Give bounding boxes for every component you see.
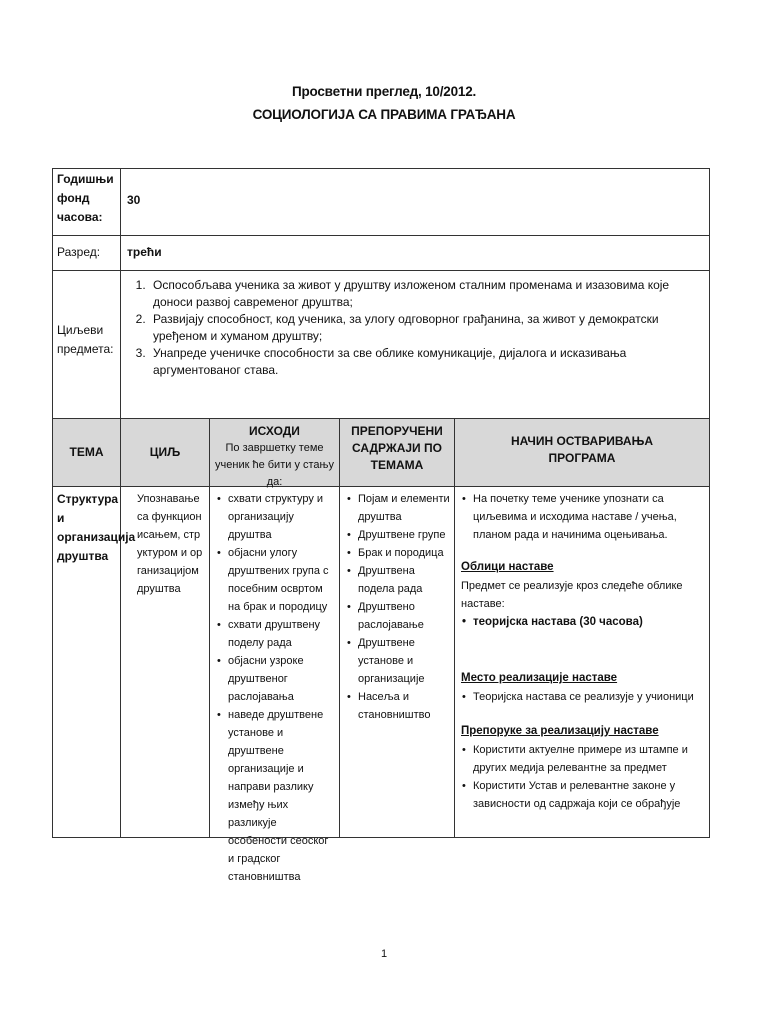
col-header-contents: ПРЕПОРУЧЕНИ САДРЖАЈИ ПО ТЕМАМА (340, 419, 455, 486)
contents-list (346, 490, 450, 724)
fund-label: Годишњи фонд часова: (53, 169, 121, 235)
content-item: • Појам и елементи друштва (358, 490, 450, 526)
content-item: • Друштвена подела рада (358, 562, 450, 598)
recommendations-list (461, 741, 705, 813)
content-item: • Друштвене групе (358, 526, 450, 544)
recommendations-title: Препоруке за реализацију наставе (461, 725, 659, 737)
forms-list (461, 613, 705, 631)
method-cell (455, 487, 709, 837)
goal-item: 3. Унапреде ученичке способности за све облике комуникације, дијалога и исказивања аргументованог става. (149, 345, 705, 379)
page-number: 1 (380, 948, 388, 960)
goals-cell (121, 271, 709, 418)
method-intro: • На почетку теме ученике упознати са циљевима и исходима наставе / учења, планом рада и начинима оцењивања. (473, 490, 705, 544)
column-header-row (53, 419, 709, 487)
outcome-item: • објасни узроке друштвеног раслојавања (228, 652, 335, 706)
outcome-item: • схвати друштвену поделу рада (228, 616, 335, 652)
forms-item: • теоријска настава (30 часова) (473, 613, 705, 631)
place-item: • Теоријска настава се реализује у учионици (473, 688, 705, 706)
fund-value: 30 (127, 193, 141, 207)
goal-item: 2. Развијају способност, код ученика, за улогу одговорног грађанина, за живот у демократски уређеном и хуманом друштву; (149, 311, 705, 345)
content-item: • Брак и породица (358, 544, 450, 562)
grade-label: Разред: (53, 236, 121, 270)
col-header-ishodi (210, 419, 340, 486)
content-item: • Друштвене установе и организације (358, 634, 450, 688)
place-title: Место реализације наставе (461, 672, 618, 684)
recommendation-item: • Користити Устав и релевантне законе у зависности од садржаја који се обрађује (473, 777, 705, 813)
goal-item: 1. Оспособљава ученика за живот у друштву изложеном сталним променама и изазовима које доноси развој савременог друштва; (149, 277, 705, 311)
outcomes-list (216, 490, 335, 886)
forms-text: Предмет се реализује кроз следеће облике наставе: (461, 580, 683, 610)
content-item: • Насеља и становништво (358, 688, 450, 724)
method-intro-list (461, 490, 705, 544)
document-header-source: Просветни преглед, 10/2012. (291, 84, 477, 99)
content-item: • Друштвено раслојавање (358, 598, 450, 634)
topic-goal: Упознавање са функционисањем, структуром и организацијом друштва (121, 487, 210, 837)
recommendation-item: • Користити актуелне примере из штампе и других медија релевантне за предмет (473, 741, 705, 777)
outcome-item: • схвати структуру и организацију друштва (228, 490, 335, 544)
place-list (461, 688, 705, 706)
ishodi-subtitle: По завршетку теме ученик ће бити у стању да: (215, 442, 334, 488)
fund-row (53, 169, 709, 236)
grade-value: трећи (127, 245, 162, 259)
curriculum-table (52, 168, 710, 883)
goals-list (125, 277, 705, 379)
goals-row (53, 271, 709, 419)
outcome-item: • објасни улогу друштвених група с посебним освртом на брак и породицу (228, 544, 335, 616)
col-header-cilj: ЦИЉ (121, 419, 210, 486)
grade-row (53, 236, 709, 271)
contents-cell (340, 487, 455, 837)
goals-label: Циљеви предмета: (53, 271, 121, 418)
forms-title: Облици наставе (461, 561, 554, 573)
outcomes-cell (210, 487, 340, 883)
col-header-nacin: НАЧИН ОСТВАРИВАЊА ПРОГРАМА (510, 434, 654, 465)
document-title: СОЦИОЛОГИЈА СА ПРАВИМА ГРАЂАНА (252, 107, 516, 122)
ishodi-title: ИСХОДИ (249, 424, 300, 438)
topic-title: Структура и организација друштва (53, 487, 121, 837)
topic-row (53, 487, 709, 883)
outcome-item: • наведе друштвене установе и друштвене организације и направи разлику између њих разликује особености сеоског и градског становништва (228, 706, 335, 886)
col-header-tema: ТЕМА (53, 419, 121, 486)
